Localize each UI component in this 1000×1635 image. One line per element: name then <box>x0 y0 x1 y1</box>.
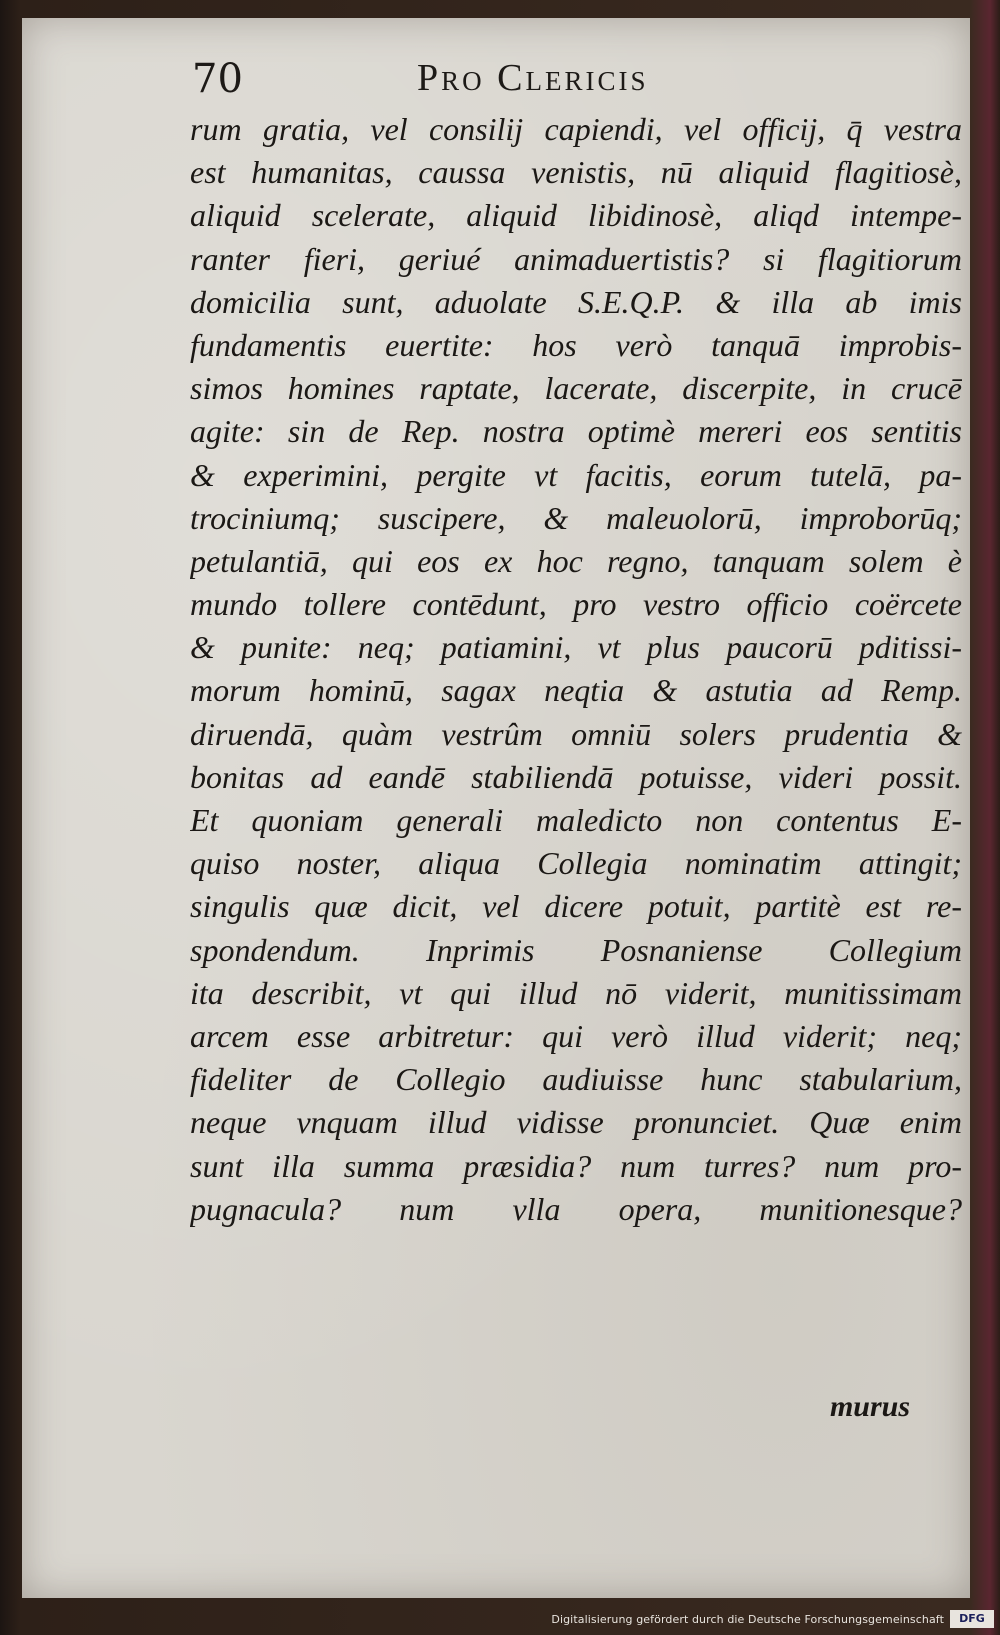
text-line: rum gratia, vel consilij capiendi, vel officij, q̄ vestra <box>190 111 962 147</box>
text-line: trociniumq; suscipere, & maleuolorū, improborūq; <box>190 499 962 536</box>
text-line: spondendum. Inprimis Posnaniense Collegium <box>190 931 962 968</box>
text-line: pugnacula? num vlla opera, munitionesque? <box>190 1190 962 1227</box>
text-line: sunt illa summa præsidia? num turres? num pro- <box>190 1147 962 1184</box>
dfg-logo: DFG <box>950 1610 994 1628</box>
text-line: ranter fieri, geriué animaduertistis? si flagitiorum <box>190 240 962 277</box>
text-line: fundamentis euertite: hos verò tanquā improbis- <box>190 326 962 363</box>
text-line: est humanitas, caussa venistis, nū aliquid flagitiosè, <box>190 154 962 191</box>
page-number: 70 <box>192 56 243 102</box>
body-text <box>190 108 962 1231</box>
text-line: bonitas ad eandē stabiliendā potuisse, videri possit. <box>190 758 962 795</box>
text-line: & punite: neq; patiamini, vt plus paucorū pditissi- <box>190 629 962 666</box>
text-line: diruendā, quàm vestrûm omniū solers prudentia & <box>190 715 962 752</box>
digitization-credit: Digitalisierung gefördert durch die Deutsche Forschungsgemeinschaft <box>551 1613 944 1626</box>
text-line: mundo tollere contēdunt, pro vestro officio coërcete <box>190 586 962 623</box>
text-line: petulantiā, qui eos ex hoc regno, tanquam solem è <box>190 542 962 579</box>
text-line: morum hominū, sagax neqtia & astutia ad Remp. <box>190 672 962 709</box>
text-line: aliquid scelerate, aliquid libidinosè, aliqd intempe- <box>190 197 962 234</box>
text-line: quiso noster, aliqua Collegia nominatim attingit; <box>190 845 962 882</box>
text-line: & experimini, pergite vt facitis, eorum tutelā, pa- <box>190 456 962 493</box>
text-line: arcem esse arbitretur: qui verò illud viderit; neq; <box>190 1017 962 1054</box>
book-page <box>22 18 970 1598</box>
text-line: agite: sin de Rep. nostra optimè mereri eos sentitis <box>190 413 962 450</box>
running-title: Pro Clericis <box>417 57 649 99</box>
text-line: simos homines raptate, lacerate, discerpite, in crucē <box>190 370 962 407</box>
text-line: domicilia sunt, aduolate S.E.Q.P. & illa ab imis <box>190 283 962 320</box>
text-line: Et quoniam generali maledicto non contentus E- <box>190 802 962 838</box>
text-line: singulis quæ dicit, vel dicere potuit, partitè est re- <box>190 888 962 925</box>
text-line: ita describit, vt qui illud nō viderit, munitissimam <box>190 974 962 1011</box>
text-line: fideliter de Collegio audiuisse hunc stabularium, <box>190 1061 962 1098</box>
text-line: neque vnquam illud vidisse pronunciet. Quæ enim <box>190 1104 962 1141</box>
catchword: murus <box>829 1390 910 1423</box>
running-head <box>192 52 932 112</box>
